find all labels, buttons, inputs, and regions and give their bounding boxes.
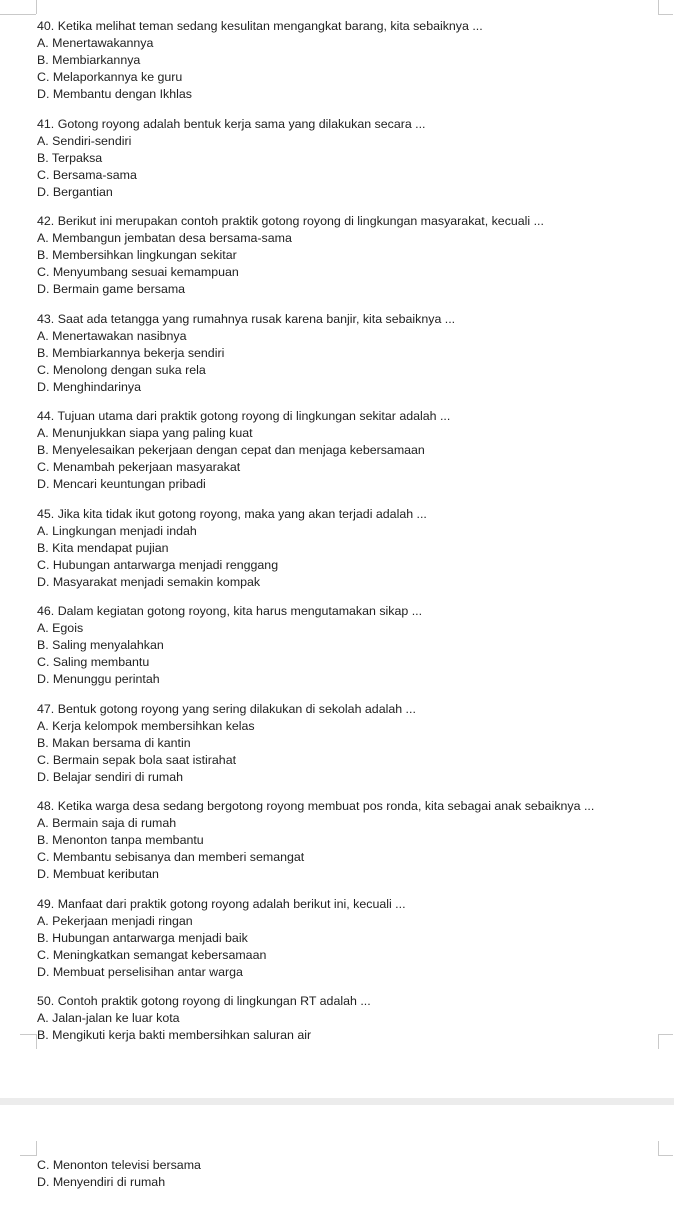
- answer-option: A. Membangun jembatan desa bersama-sama: [37, 231, 292, 245]
- question-text: Dalam kegiatan gotong royong, kita harus mengutamakan sikap ...: [57, 604, 423, 618]
- question-text-line: [37, 896, 667, 913]
- answer-option: B. Saling menyalahkan: [37, 638, 164, 652]
- question-text-line: [37, 311, 667, 328]
- question-text-line: [37, 213, 667, 230]
- page-separator: [0, 1098, 674, 1105]
- option-c: C. Menonton televisi bersama: [37, 1158, 201, 1172]
- question-text-line: [37, 408, 667, 425]
- answer-option: C. Membantu sebisanya dan memberi semangat: [37, 850, 305, 864]
- question-block: [37, 993, 667, 1044]
- question-text-line: [37, 116, 667, 133]
- question-block: [37, 603, 667, 688]
- question-text: Jika kita tidak ikut gotong royong, maka yang akan terjadi adalah ...: [57, 506, 427, 521]
- answer-option: B. Menonton tanpa membantu: [37, 833, 204, 847]
- answer-option: A. Menertawakan nasibnya: [37, 328, 187, 343]
- option-d: D. Menyendiri di rumah: [37, 1175, 166, 1189]
- answer-option: D. Membuat keributan: [37, 867, 159, 881]
- question-text: Ketika melihat teman sedang kesulitan mengangkat barang, kita sebaiknya ...: [57, 19, 483, 33]
- answer-option: B. Membersihkan lingkungan sekitar: [37, 248, 237, 262]
- answer-option: D. Membantu dengan Ikhlas: [37, 87, 192, 101]
- question-text-line: [37, 701, 667, 718]
- answer-option: B. Terpaksa: [37, 150, 103, 165]
- question-number: 42.: [37, 214, 55, 228]
- question-text: Berikut ini merupakan contoh praktik gotong royong di lingkungan masyarakat, kecuali ...: [57, 214, 544, 228]
- question-text: Gotong royong adalah bentuk kerja sama yang dilakukan secara ...: [57, 116, 426, 131]
- crop-mark-bottom-left: [20, 1034, 37, 1049]
- answer-option: C. Meningkatkan semangat kebersamaan: [37, 947, 267, 962]
- answer-option: D. Belajar sendiri di rumah: [37, 769, 183, 784]
- answer-option: B. Membiarkannya: [37, 53, 141, 67]
- question-text-line: [37, 993, 667, 1010]
- question-number: 47.: [37, 701, 55, 716]
- answer-option: A. Sendiri-sendiri: [37, 133, 132, 148]
- answer-option: C. Menambah pekerjaan masyarakat: [37, 460, 241, 474]
- answer-option: C. Menolong dengan suka rela: [37, 362, 206, 377]
- question-text-line: [37, 506, 667, 523]
- answer-option: D. Menghindarinya: [37, 379, 142, 394]
- question-number: 48.: [37, 799, 55, 813]
- answer-option: B. Makan bersama di kantin: [37, 735, 191, 750]
- answer-option: D. Mencari keuntungan pribadi: [37, 477, 206, 491]
- question-text-line: [37, 798, 667, 815]
- question-50-continuation: [37, 1157, 667, 1191]
- crop-mark-top-left-line: [0, 14, 36, 15]
- answer-option: C. Bersama-sama: [37, 167, 137, 182]
- answer-option: A. Kerja kelompok membersihkan kelas: [37, 718, 255, 733]
- answer-option: C. Bermain sepak bola saat istirahat: [37, 752, 237, 767]
- question-text: Tujuan utama dari praktik gotong royong di lingkungan sekitar adalah ...: [57, 409, 451, 423]
- question-number: 45.: [37, 506, 55, 521]
- question-number: 41.: [37, 116, 55, 131]
- question-block: [37, 701, 667, 786]
- question-block: [37, 18, 667, 103]
- question-block: [37, 798, 667, 883]
- answer-option: B. Menyelesaikan pekerjaan dengan cepat dan menjaga kebersamaan: [37, 443, 425, 457]
- question-block: [37, 896, 667, 981]
- crop-mark-next-page-right: [658, 1141, 673, 1156]
- answer-option: C. Menyumbang sesuai kemampuan: [37, 265, 239, 279]
- question-text-line: [37, 18, 667, 35]
- answer-option: A. Egois: [37, 621, 84, 635]
- answer-option: A. Jalan-jalan ke luar kota: [37, 1011, 180, 1025]
- question-text-line: [37, 603, 667, 620]
- answer-option: B. Mengikuti kerja bakti membersihkan saluran air: [37, 1028, 312, 1042]
- question-block: [37, 311, 667, 396]
- question-number: 40.: [37, 19, 55, 33]
- answer-option: A. Lingkungan menjadi indah: [37, 523, 197, 538]
- answer-option: A. Bermain saja di rumah: [37, 816, 177, 830]
- answer-option: D. Masyarakat menjadi semakin kompak: [37, 574, 261, 589]
- question-block: [37, 408, 667, 493]
- question-text: Bentuk gotong royong yang sering dilakukan di sekolah adalah ...: [57, 701, 416, 716]
- answer-option: D. Menunggu perintah: [37, 672, 160, 686]
- question-block: [37, 116, 667, 201]
- answer-option: A. Pekerjaan menjadi ringan: [37, 913, 193, 928]
- answer-option: C. Saling membantu: [37, 655, 150, 669]
- answer-option: D. Bergantian: [37, 184, 113, 199]
- question-block: [37, 506, 667, 591]
- answer-option: A. Menunjukkan siapa yang paling kuat: [37, 426, 253, 440]
- question-text: Ketika warga desa sedang bergotong royong membuat pos ronda, kita sebagai anak sebaiknya ...: [57, 799, 595, 813]
- question-number: 50.: [37, 994, 55, 1008]
- crop-mark-top-right: [658, 0, 673, 15]
- answer-option: B. Hubungan antarwarga menjadi baik: [37, 930, 248, 945]
- answer-option: A. Menertawakannya: [37, 36, 154, 50]
- question-number: 49.: [37, 896, 55, 911]
- answer-option: D. Bermain game bersama: [37, 282, 186, 296]
- question-number: 44.: [37, 409, 55, 423]
- crop-mark-next-page-left: [20, 1141, 37, 1156]
- question-text: Saat ada tetangga yang rumahnya rusak karena banjir, kita sebaiknya ...: [57, 311, 456, 326]
- crop-mark-bottom-right: [658, 1034, 673, 1049]
- question-number: 43.: [37, 311, 55, 326]
- answer-option: C. Melaporkannya ke guru: [37, 70, 183, 84]
- question-text: Manfaat dari praktik gotong royong adalah berikut ini, kecuali ...: [57, 896, 406, 911]
- question-block: [37, 213, 667, 298]
- crop-mark-top-left: [20, 0, 37, 14]
- answer-option: D. Membuat perselisihan antar warga: [37, 964, 243, 979]
- question-list: [37, 18, 667, 1057]
- answer-option: C. Hubungan antarwarga menjadi renggang: [37, 557, 279, 572]
- answer-option: B. Membiarkannya bekerja sendiri: [37, 345, 225, 360]
- answer-option: B. Kita mendapat pujian: [37, 540, 169, 555]
- question-number: 46.: [37, 604, 55, 618]
- question-text: Contoh praktik gotong royong di lingkungan RT adalah ...: [57, 994, 371, 1008]
